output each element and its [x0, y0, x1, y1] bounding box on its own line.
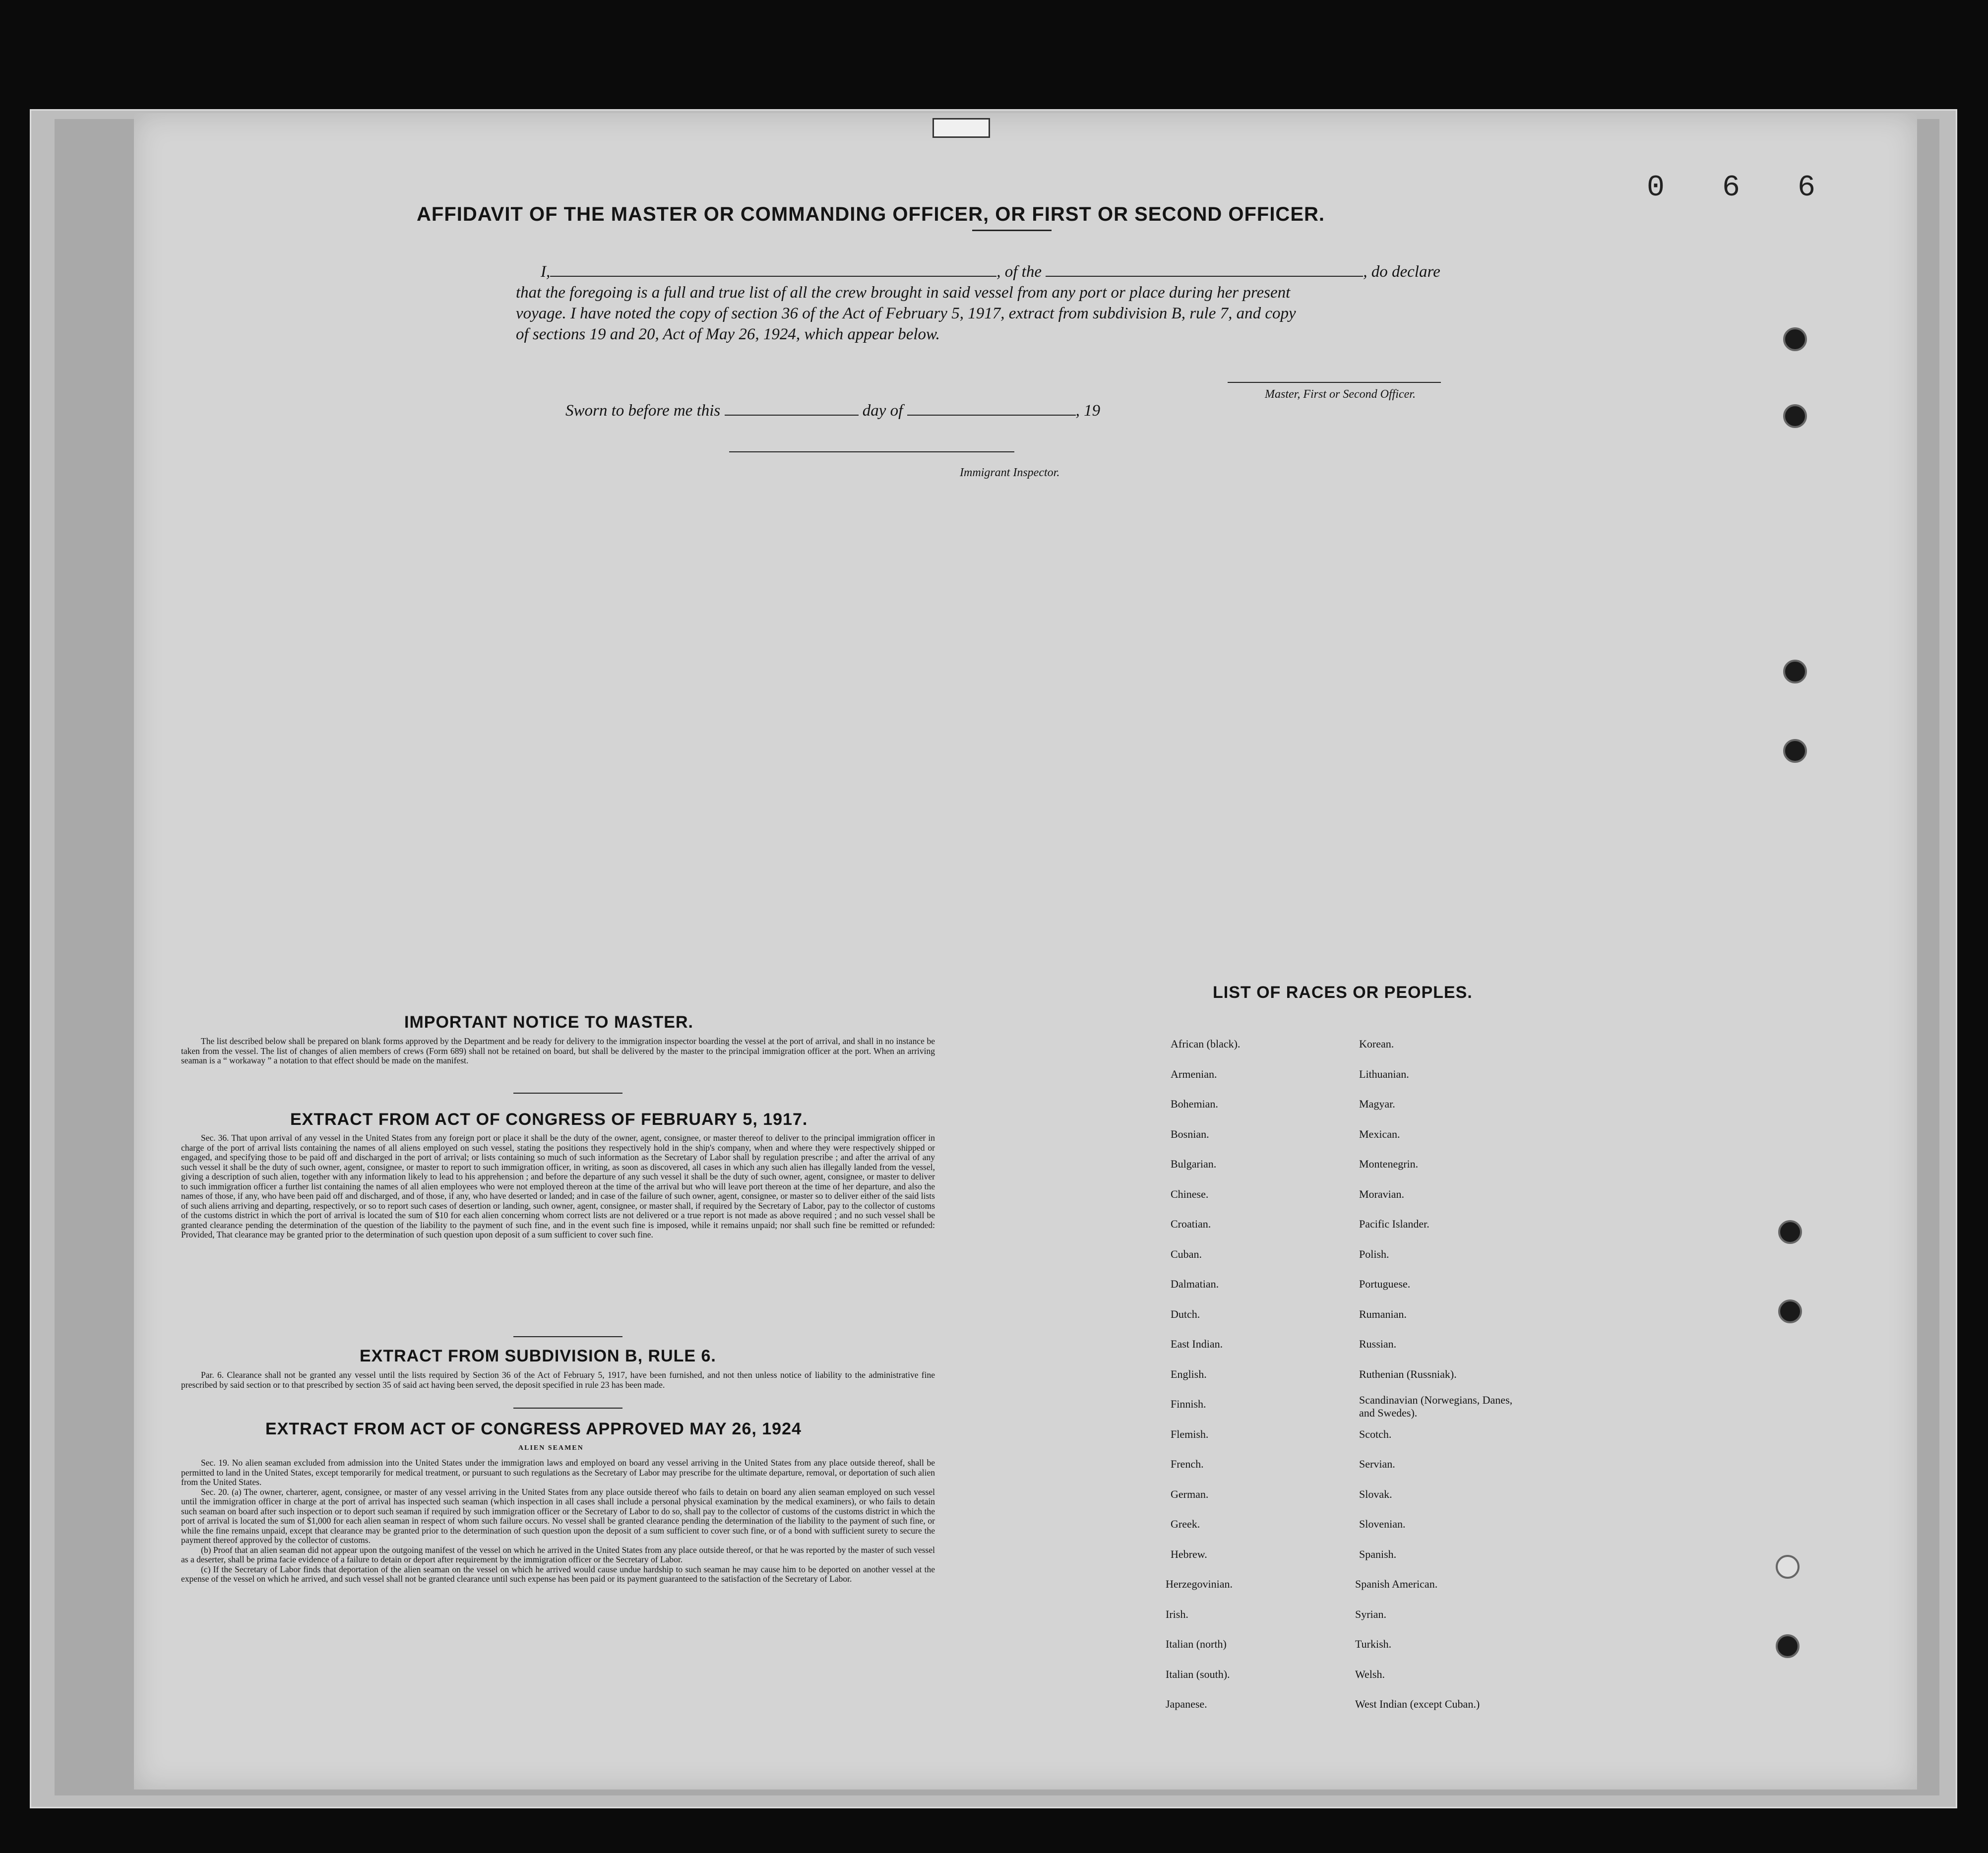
page-number-stamp: 0 6 6	[1647, 171, 1836, 205]
section-19-paragraph: Sec. 19. No alien seaman excluded from admission into the United States under the immigration laws and employed on board any vessel arriving in the United States from any place outside thereof, shall be permitted to land in the United States, except temporarily for medical treatment, or pursuant to such regulations as the Secretary of Labor may prescribe for the ultimate departure, removal, or deportation of such alien from the United States.	[181, 1458, 935, 1487]
race-item: Syrian.	[1355, 1607, 1386, 1620]
sworn-line	[565, 402, 1100, 420]
race-item: Dalmatian.	[1171, 1278, 1219, 1290]
position-blank	[1046, 264, 1363, 277]
races-title: LIST OF RACES OR PEOPLES.	[1213, 983, 1473, 1002]
divider	[972, 230, 1052, 231]
race-item: Magyar.	[1359, 1098, 1395, 1110]
binder-hole	[1778, 1220, 1802, 1244]
race-item: Korean.	[1359, 1038, 1394, 1050]
binder-hole	[1783, 327, 1807, 351]
extract-1917-title: EXTRACT FROM ACT OF CONGRESS OF FEBRUARY 5, 1917.	[290, 1110, 808, 1129]
race-item: Irish.	[1166, 1607, 1188, 1620]
race-item: English.	[1171, 1367, 1207, 1380]
extract-1924-text	[181, 1458, 935, 1584]
inspector-label: Immigrant Inspector.	[960, 466, 1060, 479]
sworn-day-of: day of	[862, 402, 903, 420]
notice-paragraph: The list described below shall be prepared on blank forms approved by the Department and be ready for delivery to the immigration inspector boarding the vessel at the port of arrival, and shall in no instance be taken from the vessel. The list of changes of alien members of crews (Form 689) shall not be retained on board, but shall be delivered by the master to the principal immigration officer at the port. When an arriving seaman is a “ workaway ” a notation to that effect should be made on the manifest.	[181, 1036, 935, 1065]
divider	[513, 1336, 622, 1337]
race-item: Polish.	[1359, 1247, 1389, 1260]
race-item: German.	[1171, 1487, 1209, 1500]
race-item: Hebrew.	[1171, 1547, 1207, 1560]
race-item: Italian (north)	[1166, 1638, 1227, 1650]
race-item: Ruthenian (Russniak).	[1359, 1367, 1457, 1380]
race-item: Turkish.	[1355, 1638, 1392, 1650]
divider	[513, 1093, 622, 1094]
race-item: Lithuanian.	[1359, 1067, 1409, 1080]
race-item: Mexican.	[1359, 1127, 1400, 1140]
affidavit-title: AFFIDAVIT OF THE MASTER OR COMMANDING OFFICER, OR FIRST OR SECOND OFFICER.	[417, 203, 1325, 225]
race-item: Russian.	[1359, 1338, 1397, 1350]
affidavit-do-declare: , do declare	[1363, 263, 1440, 281]
race-item: Bosnian.	[1171, 1127, 1209, 1140]
race-item: Bohemian.	[1171, 1098, 1218, 1110]
race-item: Scotch.	[1359, 1427, 1392, 1440]
binder-hole	[1776, 1634, 1800, 1658]
affidavit-line-2: that the foregoing is a full and true list of all the crew brought in said vessel from any port or place during her present	[516, 284, 1291, 302]
par-6-paragraph: Par. 6. Clearance shall not be granted any vessel until the lists required by Section 36 of the Act of February 5, 1917, have been furnished, and not then unless notice of liability to the administrative fine prescribed by said section or to that prescribed by section 35 of said act having been served, the deposit specified in rule 23 has been made.	[181, 1370, 935, 1390]
section-20a-paragraph: Sec. 20. (a) The owner, charterer, agent, consignee, or master of any vessel arriving in the United States from any place outside thereof who fails to detain on board any alien seaman employed on such vessel until the immigration officer in charge at the port of arrival has inspected such seaman (which inspection in all cases shall include a personal physical examination by the medical examiners), or who fails to detain such seaman on board after such inspection or to deport such seaman if required by such immigration officer or the Secretary of Labor to do so, shall pay to the collector of customs of the customs district in which the port of arrival is located the sum of $1,000 for each alien seaman in respect of whom such failure occurs. No vessel shall be granted clearance pending the determination of the liability to the payment of such fine, or while the fine remains unpaid, except that clearance may be granted prior to the determination of such question upon the deposit of a sum sufficient to cover such fine, or of a bond with sufficient surety to secure the payment thereof approved by the collector of customs.	[181, 1486, 935, 1545]
extract-1924-title: EXTRACT FROM ACT OF CONGRESS APPROVED MAY 26, 1924	[265, 1420, 802, 1438]
section-20b-paragraph: (b) Proof that an alien seaman did not appear upon the outgoing manifest of the vessel on which he arrived in the United States from any place outside thereof, or that he was reported by the master of such vessel as a deserter, shall be prima facie evidence of a failure to detain or deport after requirement by the immigration officer or the Secretary of Labor.	[181, 1544, 935, 1564]
race-item: Flemish.	[1171, 1427, 1209, 1440]
race-item: West Indian (except Cuban.)	[1355, 1698, 1480, 1710]
race-item: Spanish.	[1359, 1547, 1397, 1560]
notice-title: IMPORTANT NOTICE TO MASTER.	[404, 1013, 693, 1032]
master-label: Master, First or Second Officer.	[1265, 388, 1416, 401]
race-item: Greek.	[1171, 1518, 1200, 1530]
name-blank	[550, 264, 996, 277]
race-item: Moravian.	[1359, 1187, 1405, 1200]
race-item: Chinese.	[1171, 1187, 1209, 1200]
affidavit-of-the: , of the	[996, 263, 1042, 281]
section-36-paragraph: Sec. 36. That upon arrival of any vessel in the United States from any foreign port or place it shall be the duty of the owner, agent, consignee, or master thereof to deliver to the principal immigration officer in charge of the port of arrival lists containing the names of all aliens employed on such vessel, stating the positions they respectively hold in the ship's company, when and where they were respectively shipped or engaged, and specifying those to be paid off and discharged in the port of arrival; or lists containing so much of such information as the Secretary of Labor shall by regulation prescribe ; and after the arrival of any such vessel it shall be the duty of such owner, agent, consignee, or master to report to such immigration officer, in writing, as soon as discovered, all cases in which any such alien has illegally landed from the vessel, giving a description of such alien, together with any information likely to lead to his apprehension ; and before the departure of any such vessel it shall be the duty of such owner, agent, consignee, or master to deliver to such immigration officer a further list containing the names of all alien employees who were not employed thereon at the time of the arrival but who will leave port thereon at the time of her departure, and also the names of those, if any, who have been paid off and discharged, and of those, if any, who have deserted or landed; and in case of the failure of such owner, agent, consignee, or master so to deliver either of the said lists of such aliens arriving and departing, respectively, or so to report such cases of desertion or landing, such owner, agent, consignee, or master shall, if required by the Secretary of Labor, pay to the collector of customs of the customs district in which the port of arrival is located the sum of $10 for each alien concerning whom correct lists are not delivered or a true report is not made as above required ; and no such vessel shall be granted clearance pending the determination of the question of the liability to the payment of such fine, and in the event such fine is imposed, while it remains unpaid; nor shall such fine be remitted or refunded: Provided, That clearance may be granted prior to the determination of such question upon deposit of a sum sufficient to cover such fine.	[181, 1133, 935, 1239]
race-item: Slovak.	[1359, 1487, 1392, 1500]
sworn-year: , 19	[1075, 402, 1101, 420]
race-item: Portuguese.	[1359, 1278, 1411, 1290]
divider	[513, 1408, 622, 1409]
race-item: Slovenian.	[1359, 1518, 1406, 1530]
sworn-day-blank	[725, 403, 859, 416]
race-item: Bulgarian.	[1171, 1158, 1217, 1170]
race-item: Servian.	[1359, 1458, 1395, 1470]
section-20c-paragraph: (c) If the Secretary of Labor finds that deportation of the alien seaman on the vessel on which he arrived would cause undue hardship to such seaman he may cause him to be deported on another vessel at the expense of the vessel on which he arrived, and such vessel shall not be granted clearance until such expense has been paid or its payment guaranteed to the satisfaction of the Secretary of Labor.	[181, 1564, 935, 1584]
race-item: Scandinavian (Norwegians, Danes, and Swedes).	[1359, 1394, 1513, 1419]
race-item: Herzegovinian.	[1166, 1578, 1233, 1590]
race-item: Montenegrin.	[1359, 1158, 1419, 1170]
sworn-text: Sworn to before me this	[565, 402, 721, 420]
race-item: Rumanian.	[1359, 1307, 1407, 1320]
race-item: Italian (south).	[1166, 1668, 1230, 1680]
race-item: East Indian.	[1171, 1338, 1223, 1350]
subdivision-b-title: EXTRACT FROM SUBDIVISION B, RULE 6.	[360, 1347, 716, 1365]
affidavit-i: I,	[541, 263, 551, 281]
race-item: African (black).	[1171, 1038, 1241, 1050]
race-item: Armenian.	[1171, 1067, 1217, 1080]
affidavit-line-3: voyage. I have noted the copy of section 36 of the Act of February 5, 1917, extract from subdivision B, rule 7, and copy	[516, 305, 1296, 322]
binder-hole	[1783, 660, 1807, 683]
affidavit-line-1	[541, 263, 1440, 281]
binder-hole	[1776, 1555, 1800, 1579]
page-clip	[932, 118, 990, 138]
race-item: Pacific Islander.	[1359, 1218, 1429, 1230]
affidavit-line-4: of sections 19 and 20, Act of May 26, 1924, which appear below.	[516, 325, 940, 343]
race-item: Finnish.	[1171, 1398, 1206, 1410]
race-item: Cuban.	[1171, 1247, 1202, 1260]
inspector-signature-line	[729, 451, 1014, 452]
extract-1917-text	[181, 1133, 935, 1240]
sworn-month-blank	[907, 403, 1076, 416]
binder-hole	[1778, 1299, 1802, 1323]
subdivision-b-text	[181, 1370, 935, 1390]
race-item: Dutch.	[1171, 1307, 1200, 1320]
race-item: Croatian.	[1171, 1218, 1211, 1230]
signature-line	[1228, 382, 1441, 383]
binder-hole	[1783, 404, 1807, 428]
binder-hole	[1783, 739, 1807, 763]
alien-seamen-subtitle: ALIEN SEAMEN	[518, 1444, 584, 1452]
race-item: Welsh.	[1355, 1668, 1385, 1680]
race-item: Japanese.	[1166, 1698, 1207, 1710]
race-item: French.	[1171, 1458, 1204, 1470]
race-item: Spanish American.	[1355, 1578, 1438, 1590]
notice-text	[181, 1037, 935, 1066]
